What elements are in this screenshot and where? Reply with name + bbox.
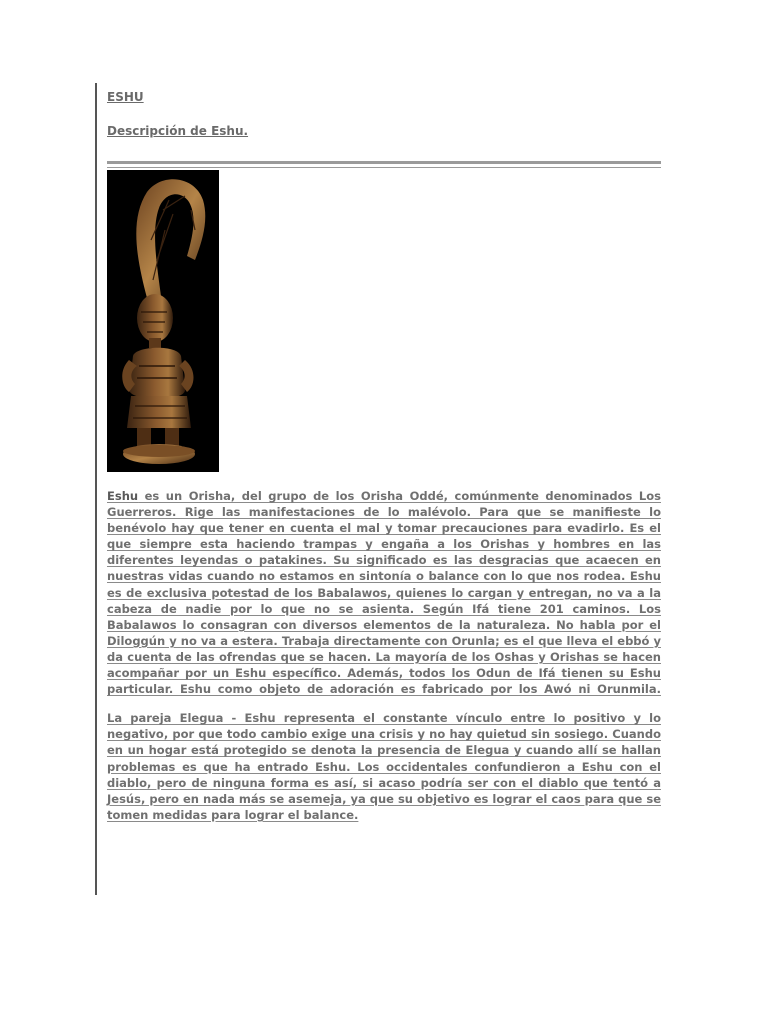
eshu-term[interactable]: Eshu	[107, 489, 139, 503]
paragraph-eshu-description	[107, 488, 661, 697]
subheading-link[interactable]: Descripción de Eshu.	[107, 124, 249, 138]
heading-link[interactable]: ESHU	[107, 90, 144, 104]
paragraph-eshu-description-text: es un Orisha, del grupo de los Orisha Oddé, comúnmente denominados Los Guerreros. Rige las manifestaciones de lo malévolo. Para que se manifieste lo benévolo hay que tener en cuenta el mal y tomar precauciones para evadirlo. Es el que siempre esta haciendo trampas y engaña a los Orishas y hombres en las diferentes leyendas o patakines. Su significado es las desgracias que acaecen en nuestras vidas cuando no estamos en sintonía o balance con lo que nos rodea. Eshu es de exclusiva potestad de los Babalawos, quienes lo cargan y entregan, no va a la cabeza de nadie por lo que no se asienta. Según Ifá tiene 201 caminos. Los Babalawos lo consagran con diversos elementos de la naturaleza. No habla por el Diloggún y no va a estera. Trabaja directamente con Orunla; es el que lleva el ebbó y da cuenta de las ofrendas que se hacen. La mayoría de los Oshas y Orishas se hacen acompañar por un Eshu específico. Además, todos los Odun de Ifá tienen su Eshu particular. Eshu como objeto de adoración es fabricado por los Awó ni Orunmila.	[107, 489, 661, 697]
left-margin-rule	[95, 83, 97, 895]
paragraph-elegua-eshu: La pareja Elegua - Eshu representa el constante vínculo entre lo positivo y lo negativo, por que todo cambio exige una crisis y no hay quietud sin sosiego. Cuando en un hogar está protegido se denota la presencia de Elegua y cuando allí se hallan problemas es que ha entrado Eshu. Los occidentales confundieron a Eshu con el diablo, pero de ninguna forma es así, si acaso podría ser con el diablo que tentó a Jesús, pero en nada más se asemeja, ya que su objetivo es lograr el caos para que se tomen medidas para lograr el balance.	[107, 711, 661, 822]
eshu-statue-image	[107, 170, 219, 472]
horizontal-divider	[107, 161, 661, 168]
document-body	[107, 88, 661, 823]
